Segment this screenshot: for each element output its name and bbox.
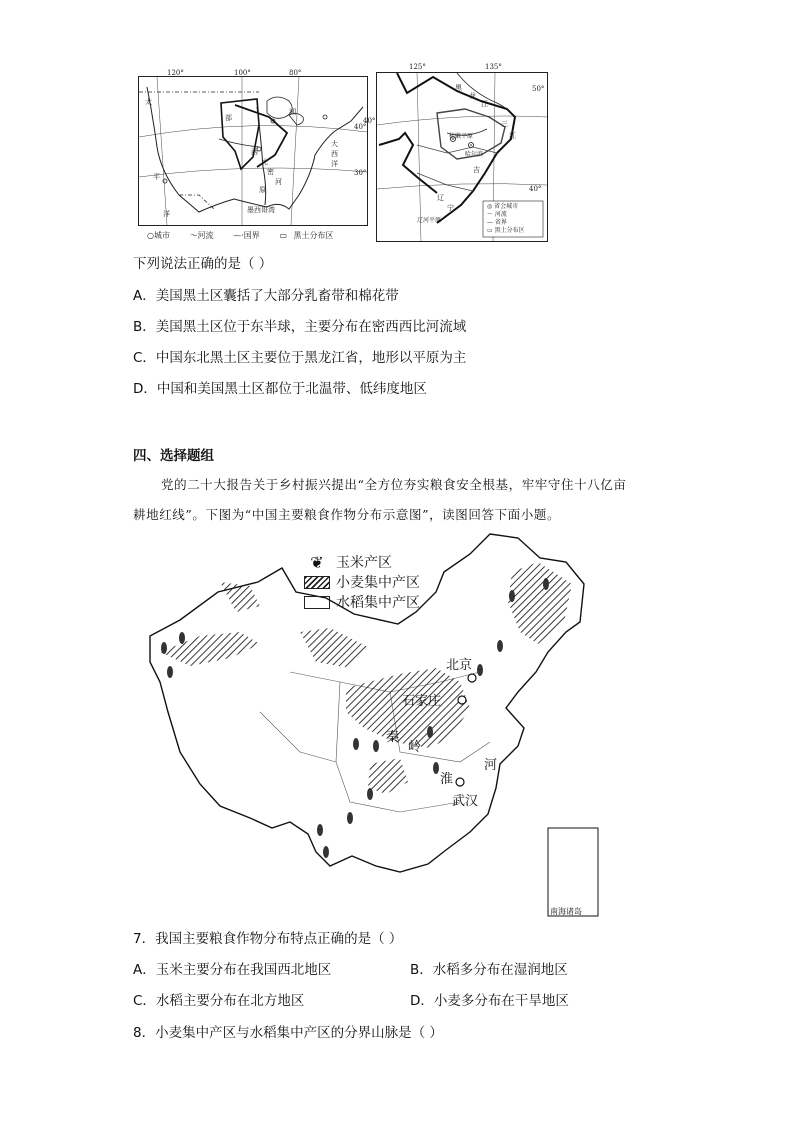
city-beijing: 北京 (446, 658, 473, 673)
map-label: 哈尔滨 (465, 151, 484, 158)
q6-option-a[interactable]: A．美国黑土区囊括了大部分乳畜带和棉花带 (133, 288, 399, 304)
map-label: 西 (331, 150, 338, 158)
section-title: 四、选择题组 (133, 448, 214, 464)
q7-option-b[interactable]: B．水稻多分布在湿润地区 (410, 962, 568, 978)
map-legend (304, 552, 420, 612)
q8-stem: 8．小麦集中产区与水稻集中产区的分界山脉是（ ） (133, 1025, 443, 1041)
map-label: 江 (481, 100, 488, 108)
city-shijiazhuang: 石家庄 (402, 694, 442, 709)
lat-label: 50° (532, 85, 545, 93)
legend-label: 小麦集中产区 (336, 575, 420, 591)
lon-label: 120° (167, 69, 184, 77)
map-label: 西 (251, 148, 258, 156)
legend-corn (304, 552, 420, 572)
map-label: 龙 (469, 92, 476, 100)
label-ling: 岭 (408, 740, 422, 755)
map-label: 洋 (163, 210, 170, 218)
q7-option-a[interactable]: A．玉米主要分布在我国西北地区 (133, 962, 332, 978)
map-label: 宁 (447, 204, 454, 212)
lat-label: 40° (354, 123, 367, 131)
city-wuhan: 武汉 (452, 794, 479, 809)
q7-option-d[interactable]: D．小麦多分布在干旱地区 (410, 993, 569, 1009)
legend-wheat (304, 572, 420, 592)
label-he: 河 (484, 758, 498, 773)
legend-item: ～河流 (189, 231, 214, 240)
map-label: 洋 (331, 160, 338, 168)
intro-paragraph-line1: 党的二十大报告关于乡村振兴提出“全方位夯实粮食安全根基，牢牢守住十八亿亩 (161, 477, 627, 492)
legend-item: ～ 河流 (487, 211, 507, 218)
legend-label: 玉米产区 (336, 555, 392, 571)
lon-label: 135° (485, 63, 502, 71)
map-label: 密 (267, 168, 274, 176)
legend-item: —·国界 (233, 231, 260, 240)
map-label: 比 (261, 158, 268, 166)
q6-option-c[interactable]: C．中国东北黑土区主要位于黑龙江省，地形以平原为主 (133, 350, 467, 366)
china-crop-map (140, 532, 600, 918)
inset-label: 南海诸岛 (550, 907, 582, 916)
q6-stem: 下列说法正确的是（ ） (133, 256, 273, 272)
legend-item: ○城市 (147, 231, 170, 240)
map-label: 辽 (437, 194, 444, 202)
lon-label: 80° (289, 69, 302, 77)
intro-paragraph-line2: 耕地红线”。下图为“中国主要粮食作物分布示意图”，读图回答下面小题。 (133, 507, 561, 522)
lat-label: 30° (354, 169, 367, 177)
q6-option-d[interactable]: D．中国和美国黑土区都位于北温带、低纬度地区 (133, 381, 427, 397)
legend-item: ▭ 黑土分布区 (487, 227, 525, 234)
legend-item: ▭ 黑土分布区 (279, 231, 334, 240)
usa-blacksoil-map (138, 69, 368, 240)
corn-icon: ❦ (310, 552, 324, 572)
lat-label: 40° (529, 185, 542, 193)
ne-map-legend (487, 203, 525, 235)
label-huai: 淮 (440, 772, 454, 787)
q6-option-b[interactable]: B．美国黑土区位于东半球，主要分布在密西西比河流域 (133, 319, 467, 335)
map-label: 太 (145, 98, 152, 106)
blank-swatch-icon (304, 596, 330, 609)
label-qin: 秦 (386, 730, 400, 745)
q7-stem: 7．我国主要粮食作物分布特点正确的是（ ） (133, 931, 403, 947)
hatch-swatch-icon (304, 576, 330, 589)
lon-label: 100° (234, 69, 251, 77)
map-label: 平 (153, 173, 160, 181)
ne-china-blacksoil-map (363, 63, 548, 242)
map-label: 吉 (473, 166, 480, 174)
map-label: 辽河平原 (417, 217, 442, 224)
usa-map-legend (147, 230, 334, 241)
legend-item: ◎ 省会城市 (487, 203, 519, 210)
lat-label: 40° (363, 117, 376, 125)
q7-option-c[interactable]: C．水稻主要分布在北方地区 (133, 993, 305, 1009)
legend-item: — 省界 (487, 219, 507, 226)
map-label: 部 (225, 114, 232, 122)
map-label: 黑 (455, 84, 462, 92)
map-label: 江 (509, 132, 516, 140)
lon-label: 125° (409, 63, 426, 71)
map-label: 河 (275, 178, 282, 186)
map-label: 大 (331, 140, 338, 148)
legend-rice (304, 592, 420, 612)
map-label: 原 (259, 186, 266, 194)
map-label: 湖 (289, 108, 296, 116)
map-label: 松嫩平原 (449, 133, 474, 140)
map-label: 三 (501, 120, 508, 128)
legend-label: 水稻集中产区 (336, 595, 420, 611)
map-label: 墨西哥湾 (247, 206, 275, 214)
